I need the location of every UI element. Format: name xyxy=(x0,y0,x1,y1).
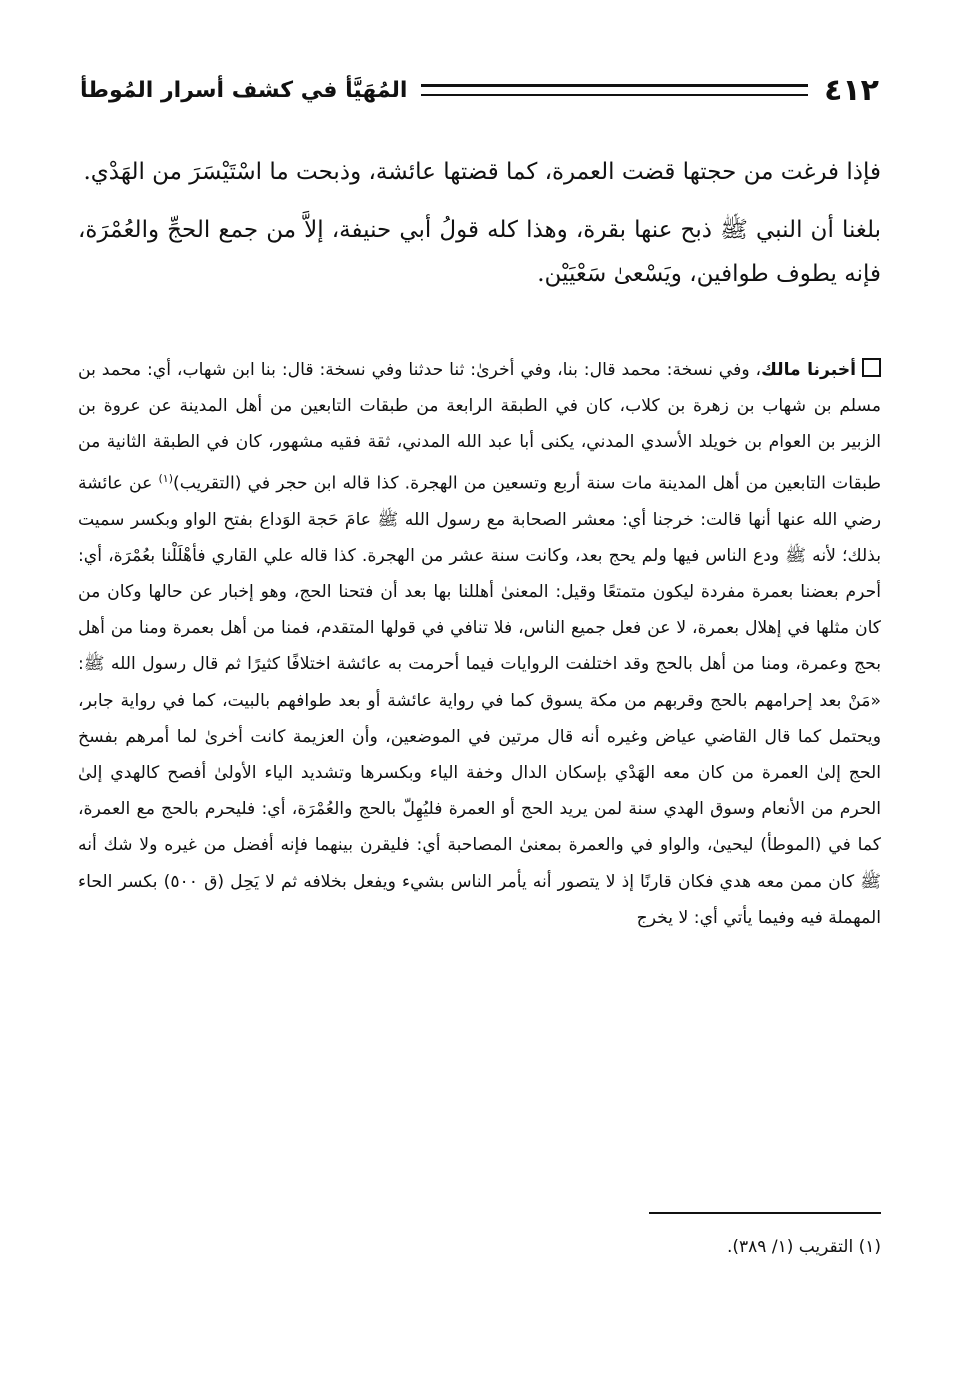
page-header xyxy=(80,68,879,112)
page-number: ٤١٢ xyxy=(824,72,879,108)
square-marker-icon xyxy=(862,358,881,377)
main-paragraph-2: بلغنا أن النبي ﷺ ذبح عنها بقرة، وهذا كله قولُ أبي حنيفة، إلاَّ من جمع الحجِّ والعُمْرَة، فإنه يطوف طوافين، ويَسْعىٰ سَعْيَيْن. xyxy=(78,217,881,287)
footnote: (١) التقريب (١/ ٣٨٩). xyxy=(726,1237,881,1257)
footnote-ref[interactable]: (١) xyxy=(158,471,173,485)
main-paragraph-1: فإذا فرغت من حجتها قضت العمرة، كما قضتها عائشة، وذبحت ما اسْتَيْسَرَ من الهَدْي. xyxy=(83,159,881,185)
commentary-text-1: ، وفي نسخة: محمد قال: بنا، وفي أخرىٰ: ثنا حدثنا وفي نسخة: قال: بنا ابن شهاب، أي: محمد بن مسلم بن شهاب بن زهرة بن كلاب، كان في الطبقة الرابعة من طبقات التابعين من أهل المدينة عن عروة بن الزبير بن العوام بن خويلد الأسدي المدني، يكنى أبا عبد الله المدني، ثقة فقيه مشهور، كان في الطبقة الثانية من طبقات التابعين من أهل المدينة مات سنة أربع وتسعين من الهجرة. كذا قاله ابن حجر في (التقريب) xyxy=(78,360,881,494)
header-rule xyxy=(421,84,808,96)
footnote-rule xyxy=(649,1212,881,1214)
commentary xyxy=(78,352,881,936)
main-text xyxy=(78,150,881,310)
commentary-lead: أخبرنا مالك xyxy=(761,360,857,380)
running-title: المُهَيَّأ في كشف أسرار المُوطأ xyxy=(80,77,408,103)
commentary-text-2: عن عائشة رضي الله عنها أنها قالت: خرجنا أي: معشر الصحابة مع رسول الله ﷺ عامَ حَجة الوَداع بفتح الواو وبكسر سميت بذلك؛ لأنه ﷺ ودع الناس فيها ولم يحج بعد، وكانت سنة عشر من الهجرة. كذا قاله علي القاري فأهْلَلْنا بعُمْرَة، أي: أحرم بعضنا بعمرة مفردة ليكون متمتعًا وقيل: المعنىٰ أهللنا بها بعد أن فتحنا الحج، وهو إخبار عن حالها وكان من كان مثلها في إهلال بعمرة، لا عن فعل جميع الناس، فلا تنافي في قولها المتقدم، فمنا من أهل بعمرة ومنا من أهل بحج وعمرة، ومنا من أهل بالحج وقد اختلفت الروايات فيما أحرمت به عائشة اختلافًا كثيرًا ثم قال رسول الله ﷺ: «مَنْ بعد إحرامهم بالحج وقربهم من مكة يسوق كما في رواية عائشة أو بعد طوافهم بالبيت، كما في رواية جابر، ويحتمل كما قال القاضي عياض وغيره أنه قال مرتين في الموضعين، وأن العزيمة كانت أخرىٰ لما أمرهم بفسخ الحج إلىٰ العمرة من كان معه الهَدْي بإسكان الدال وخفة الياء وبكسرها وتشديد الياء الأولىٰ أفصح كالهدي إلىٰ الحرم من الأنعام وسوق الهدي سنة لمن يريد الحج أو العمرة فليُهِلّ بالحج والعُمْرَة، أي: فليحرم بالحج مع العمرة، كما في (الموطأ) ليحيىٰ، والواو في والعمرة بمعنىٰ المصاحبة أي: فليقرن بينهما فإنه أفضل من غيره ولا شك أنه ﷺ كان ممن معه هدي فكان قارنًا إذ لا يتصور أنه يأمر الناس بشيء ويفعل بخلافه ثم لا يَحِل (ق ٥٠٠) بكسر الحاء المهملة فيه وفيما يأتي أي: لا يخرج xyxy=(78,473,881,928)
